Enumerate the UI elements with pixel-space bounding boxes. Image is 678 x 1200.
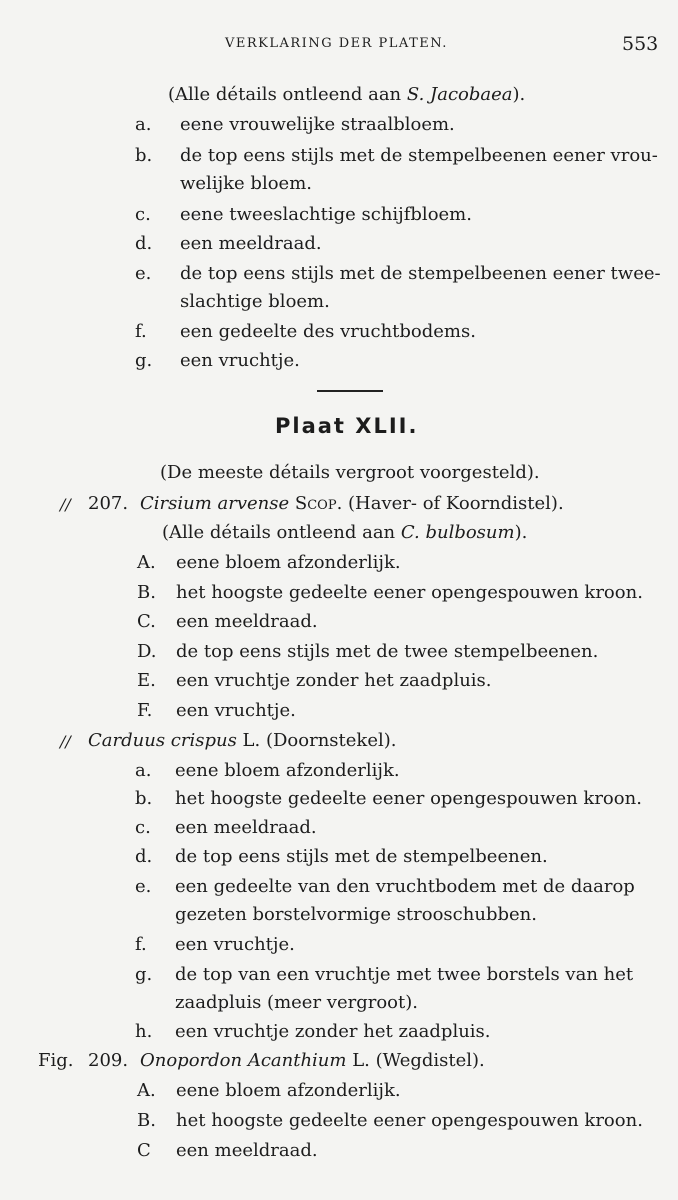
item-text: eene tweeslachtige schijfbloem.: [180, 204, 472, 225]
item-text: het hoogste gedeelte eener opengespouwen kroon.: [176, 1110, 643, 1131]
item-text: een meeldraad.: [180, 233, 322, 254]
item-key: h.: [135, 1021, 153, 1042]
plate-subtitle: (De meeste détails vergroot voorgesteld).: [160, 462, 540, 483]
item-text: de top eens stijls met de stempelbeenen.: [175, 846, 548, 867]
item-text-cont: gezeten borstelvormige strooschubben.: [175, 904, 537, 925]
item-text-cont: zaadpluis (meer vergroot).: [175, 992, 418, 1013]
species-entry: Carduus crispus L. (Doornstekel).: [88, 730, 397, 751]
ditto-mark: //: [60, 732, 71, 751]
item-text: de top eens stijls met de stempelbeenen eener vrou-: [180, 145, 658, 166]
item-key: D.: [137, 641, 157, 662]
item-text: een meeldraad.: [176, 611, 318, 632]
item-key: f.: [135, 321, 147, 342]
item-text: een gedeelte des vruchtbodems.: [180, 321, 476, 342]
figure-number: 209.: [88, 1050, 129, 1071]
item-key: C.: [137, 611, 156, 632]
item-key: a.: [135, 760, 152, 781]
item-text-cont: slachtige bloem.: [180, 291, 330, 312]
section-divider: [317, 390, 383, 392]
item-text: de top van een vruchtje met twee borstels van het: [175, 964, 634, 985]
item-text: een vruchtje zonder het zaadpluis.: [175, 1021, 491, 1042]
item-key: A.: [137, 552, 156, 573]
item-text-cont: welijke bloem.: [180, 173, 312, 194]
species-entry: Onopordon Acanthium L. (Wegdistel).: [140, 1050, 485, 1071]
item-key: c.: [135, 204, 151, 225]
item-key: b.: [135, 145, 153, 166]
item-text: de top eens stijls met de stempelbeenen eener twee-: [180, 263, 661, 284]
item-text: een meeldraad.: [176, 1140, 318, 1161]
item-key: d.: [135, 233, 153, 254]
item-key: B.: [137, 1110, 156, 1131]
item-text: eene bloem afzonderlijk.: [176, 552, 401, 573]
item-key: A.: [137, 1080, 156, 1101]
item-key: e.: [135, 263, 152, 284]
running-header: VERKLARING DER PLATEN.: [225, 36, 448, 51]
species-entry: Cirsium arvense Scop. (Haver- of Koorndistel).: [140, 493, 564, 514]
figure-label: Fig.: [38, 1050, 74, 1071]
item-key: e.: [135, 876, 152, 897]
item-text: eene bloem afzonderlijk.: [176, 1080, 401, 1101]
item-text: een vruchtje.: [176, 700, 296, 721]
item-text: een vruchtje.: [175, 934, 295, 955]
item-text: het hoogste gedeelte eener opengespouwen kroon.: [176, 582, 643, 603]
page-number: 553: [622, 33, 659, 55]
item-key: a.: [135, 114, 152, 135]
item-text: een vruchtje.: [180, 350, 300, 371]
detail-note: (Alle détails ontleend aan C. bulbosum).: [162, 522, 528, 543]
item-key: F.: [137, 700, 153, 721]
item-text: een gedeelte van den vruchtbodem met de daarop: [175, 876, 635, 897]
ditto-mark: //: [60, 495, 71, 514]
item-key: b.: [135, 788, 153, 809]
item-text: eene bloem afzonderlijk.: [175, 760, 400, 781]
detail-note: (Alle détails ontleend aan S. Jacobaea).: [168, 84, 526, 105]
item-key: c.: [135, 817, 151, 838]
item-text: de top eens stijls met de twee stempelbeenen.: [176, 641, 599, 662]
item-key: C: [137, 1140, 151, 1161]
item-key: g.: [135, 350, 153, 371]
item-text: een vruchtje zonder het zaadpluis.: [176, 670, 492, 691]
item-key: E.: [137, 670, 156, 691]
plate-heading: Plaat XLII.: [275, 414, 419, 438]
item-key: d.: [135, 846, 153, 867]
item-key: g.: [135, 964, 153, 985]
item-key: B.: [137, 582, 156, 603]
figure-number: 207.: [88, 493, 129, 514]
item-text: een meeldraad.: [175, 817, 317, 838]
item-text: eene vrouwelijke straalbloem.: [180, 114, 455, 135]
item-key: f.: [135, 934, 147, 955]
item-text: het hoogste gedeelte eener opengespouwen kroon.: [175, 788, 642, 809]
